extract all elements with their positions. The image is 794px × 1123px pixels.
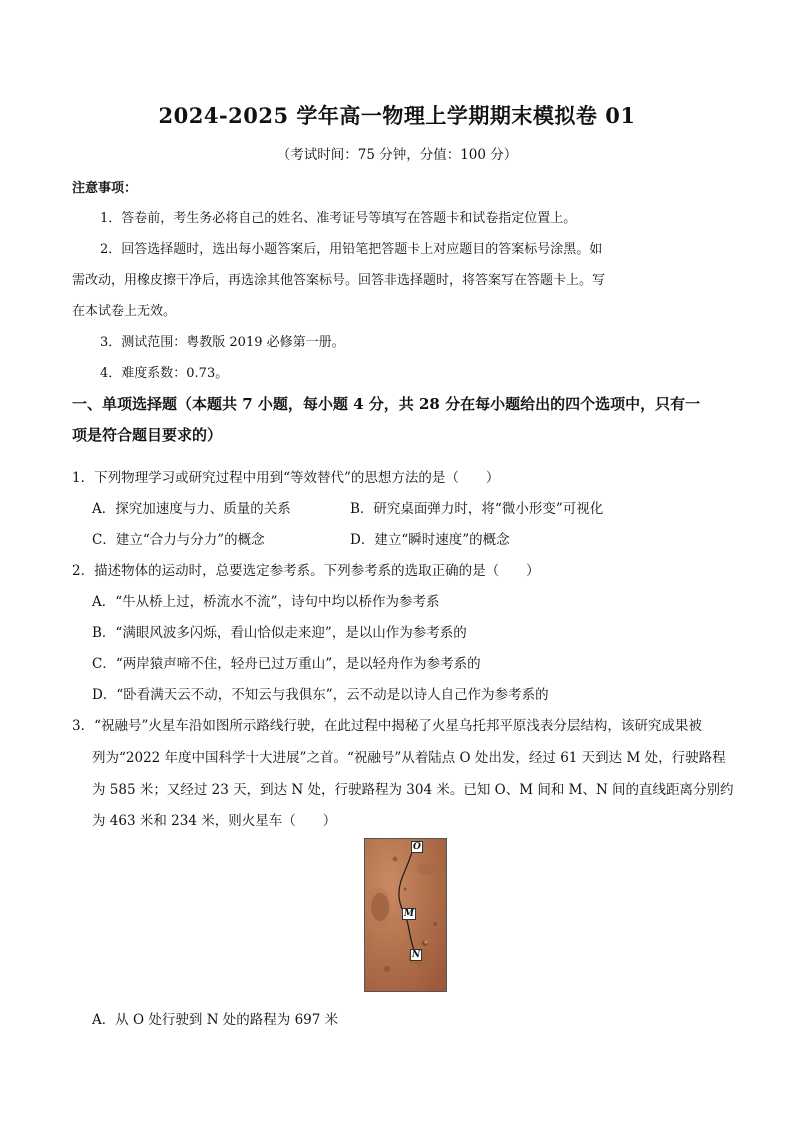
question-1-option-c: C．建立“合力与分力”的概念: [92, 532, 265, 548]
note-item-2-line-3: 在本试卷上无效。: [72, 304, 177, 319]
note-item-2-line-1: 2．回答选择题时，选出每小题答案后，用铅笔把答题卡上对应题目的答案标号涂黑。如: [100, 242, 603, 257]
question-2-stem: 2．描述物体的运动时，总要选定参考系。下列参考系的选取正确的是（ ）: [72, 563, 540, 579]
note-item-4: 4．难度系数：0.73。: [100, 366, 229, 381]
question-3-stem-line-2: 列为“2022 年度中国科学十大进展”之首。“祝融号”从着陆点 O 处出发，经过 61 天到达 M 处，行驶路程: [92, 750, 726, 766]
question-1-option-a: A．探究加速度与力、质量的关系: [92, 501, 291, 517]
question-3-stem-line-1: 3．“祝融号”火星车沿如图所示路线行驶，在此过程中揭秘了火星乌托邦平原浅表分层结构，该研究成果被: [72, 718, 702, 734]
point-o-label: O: [413, 842, 421, 852]
point-n-label: N: [412, 950, 421, 960]
question-1-option-b: B．研究桌面弹力时，将“微小形变”可视化: [350, 501, 604, 517]
question-3-option-a: A．从 O 处行驶到 N 处的路程为 697 米: [92, 1012, 339, 1028]
section-heading-line-2: 项是符合题目要求的）: [72, 426, 223, 444]
section-heading-line-1: 一、单项选择题（本题共 7 小题，每小题 4 分，共 28 分在每小题给出的四个选项中，只有一: [72, 395, 701, 413]
question-2-option-b: B．“满眼风波多闪烁，看山恰似走来迎”，是以山作为参考系的: [92, 625, 467, 641]
mars-rover-route-image: [364, 838, 447, 992]
question-2-option-a: A．“牛从桥上过，桥流水不流”，诗句中均以桥作为参考系: [92, 594, 440, 610]
question-2-option-d: D．“卧看满天云不动，不知云与我俱东”，云不动是以诗人自己作为参考系的: [92, 687, 549, 703]
note-item-3: 3．测试范围：粤教版 2019 必修第一册。: [100, 335, 345, 350]
note-item-1: 1．答卷前，考生务必将自己的姓名、准考证号等填写在答题卡和试卷指定位置上。: [100, 211, 577, 226]
question-1-stem: 1．下列物理学习或研究过程中用到“等效替代”的思想方法的是（ ）: [72, 470, 500, 486]
question-3-stem-line-4: 为 463 米和 234 米，则火星车（ ）: [92, 813, 337, 829]
question-2-option-c: C．“两岸猿声啼不住，轻舟已过万重山”，是以轻舟作为参考系的: [92, 656, 481, 672]
question-1-option-d: D．建立“瞬时速度”的概念: [350, 532, 510, 548]
question-3-stem-line-3: 为 585 米；又经过 23 天，到达 N 处，行驶路程为 304 米。已知 O、M 间和 M、N 间的直线距离分别约: [92, 782, 734, 798]
point-m-label: M: [404, 909, 414, 919]
note-item-2-line-2: 需改动，用橡皮擦干净后，再选涂其他答案标号。回答非选择题时，将答案写在答题卡上。写: [72, 273, 606, 288]
exam-info: （考试时间：75 分钟，分值：100 分）: [276, 147, 518, 163]
page-title: 2024-2025 学年高一物理上学期期末模拟卷 01: [158, 103, 636, 128]
notes-heading: 注意事项：: [72, 181, 138, 196]
